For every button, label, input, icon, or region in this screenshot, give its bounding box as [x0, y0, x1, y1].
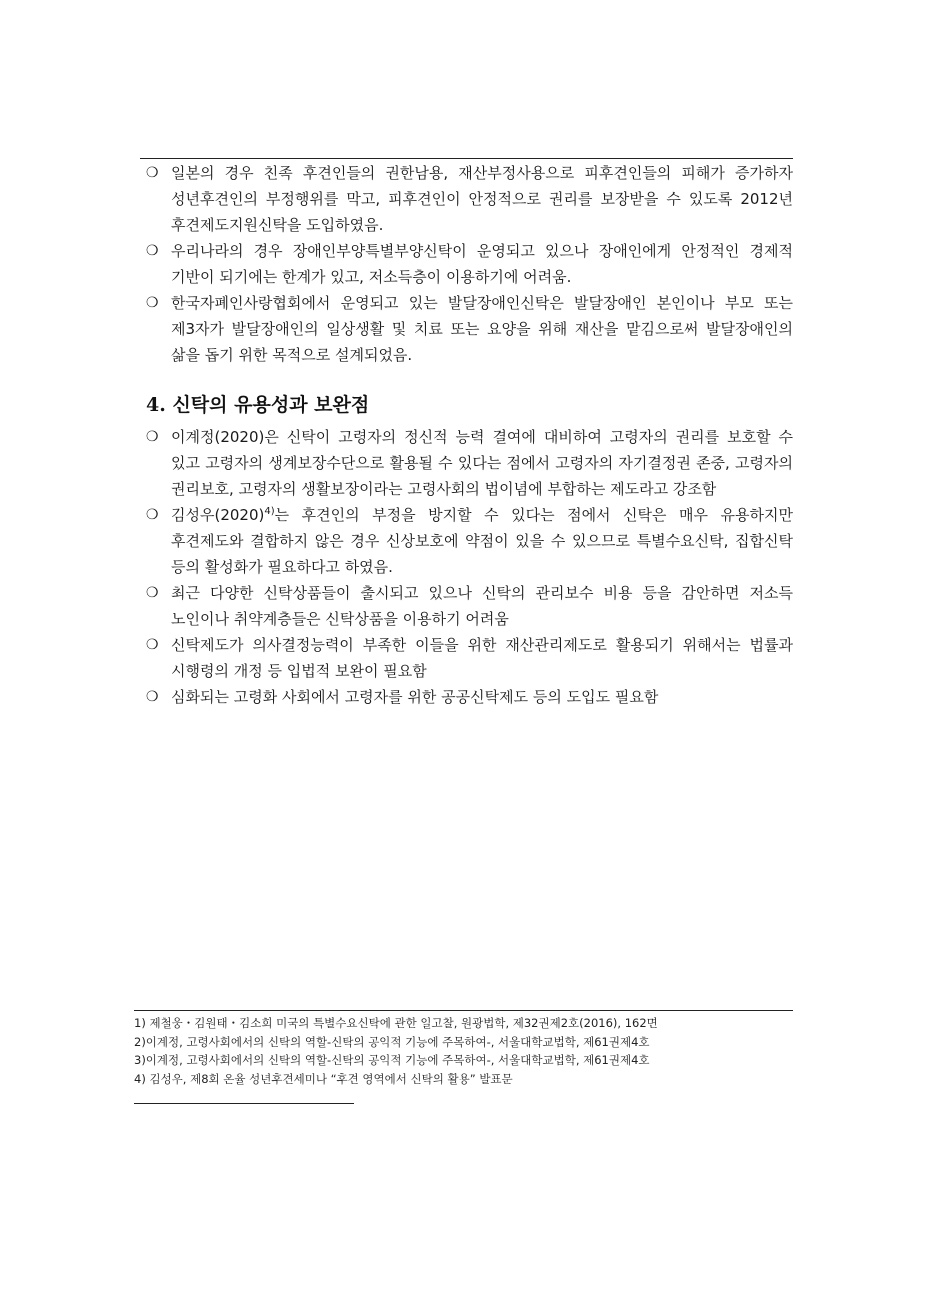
intro-bullet-list [140, 160, 793, 368]
circle-bullet-icon: ❍ [146, 689, 159, 705]
circle-bullet-icon: ❍ [146, 585, 159, 601]
section-heading: 4. 신탁의 유용성과 보완점 [146, 394, 370, 416]
footnote-1: 1) 제철웅・김원태・김소희 미국의 특별수요신탁에 관한 일고찰, 원광법학, 제32권제2호(2016), 162면 [134, 1016, 658, 1030]
list-item [140, 424, 793, 502]
circle-bullet-icon: ❍ [146, 295, 159, 311]
circle-bullet-icon: ❍ [146, 637, 159, 653]
circle-bullet-icon: ❍ [146, 243, 159, 259]
bullet-text: 신탁제도가 의사결정능력이 부족한 이들을 위한 재산관리제도로 활용되기 위해서는 법률과 시행령의 개정 등 입법적 보완이 필요함 [171, 636, 793, 680]
footnote-2: 2)이계정, 고령사회에서의 신탁의 역할-신탁의 공익적 기능에 주목하여-, 서울대학교법학, 제61권제4호 [134, 1034, 650, 1049]
bullet-text: 한국자폐인사랑협회에서 운영되고 있는 발달장애인신탁은 발달장애인 본인이나 부모 또는 제3자가 발달장애인의 일상생활 및 치료 또는 요양을 위해 재산을 맡김으로써 발달장애인의 삶을 돕기 위한 목적으로 설계되었음. [171, 294, 793, 364]
circle-bullet-icon: ❍ [146, 507, 159, 523]
bullet-text: 이계정(2020)은 신탁이 고령자의 정신적 능력 결여에 대비하여 고령자의 권리를 보호할 수 있고 고령자의 생계보장수단으로 활용될 수 있다는 점에서 고령자의 자기결정권 존중, 고령자의 권리보호, 고령자의 생활보장이라는 고령사회의 법이념에 부합하는 제도라고 강조함 [171, 428, 793, 498]
bullet-text: 우리나라의 경우 장애인부양특별부양신탁이 운영되고 있으나 장애인에게 안정적인 경제적 기반이 되기에는 한계가 있고, 저소득층이 이용하기에 어려움. [171, 242, 793, 286]
circle-bullet-icon: ❍ [146, 165, 159, 181]
footnote-3: 3)이계정, 고령사회에서의 신탁의 역할-신탁의 공익적 기능에 주목하여-, 서울대학교법학, 제61권제4호 [134, 1053, 650, 1067]
list-item [140, 684, 793, 710]
bullet-text: 는 후견인의 부정을 방지할 수 있다는 점에서 신탁은 매우 유용하지만 후견제도와 결합하지 않은 경우 신상보호에 약점이 있을 수 있으므로 특별수요신탁, 집합신탁 등의 활성화가 필요하다고 하였음. [171, 506, 793, 576]
list-item [140, 160, 793, 238]
bullet-text: 최근 다양한 신탁상품들이 출시되고 있으나 신탁의 관리보수 비용 등을 감안하면 저소득 노인이나 취약계층들은 신탁상품을 이용하기 어려움 [171, 584, 793, 628]
circle-bullet-icon: ❍ [146, 429, 159, 445]
citation-author: 김성우(2020) [171, 506, 265, 524]
top-divider [140, 158, 793, 159]
list-item [140, 238, 793, 290]
list-item [140, 502, 793, 580]
footnotes [134, 1014, 796, 1088]
bullet-text: 일본의 경우 친족 후견인들의 권한남용, 재산부정사용으로 피후견인들의 피해가 증가하자 성년후견인의 부정행위를 막고, 피후견인이 안정적으로 권리를 보장받을 수 있도록 2012년 후견제도지원신탁을 도입하였음. [171, 164, 793, 234]
list-item [140, 580, 793, 632]
footnote-end-divider [134, 1103, 354, 1104]
footnote-divider [134, 1010, 793, 1011]
footnote-4: 4) 김성우, 제8회 온율 성년후견세미나 “후견 영역에서 신탁의 활용” 발표문 [134, 1071, 513, 1086]
section-bullet-list [140, 424, 793, 710]
footnote-ref: 4) [264, 506, 275, 517]
list-item [140, 632, 793, 684]
list-item [140, 290, 793, 368]
bullet-text: 심화되는 고령화 사회에서 고령자를 위한 공공신탁제도 등의 도입도 필요함 [171, 688, 659, 706]
